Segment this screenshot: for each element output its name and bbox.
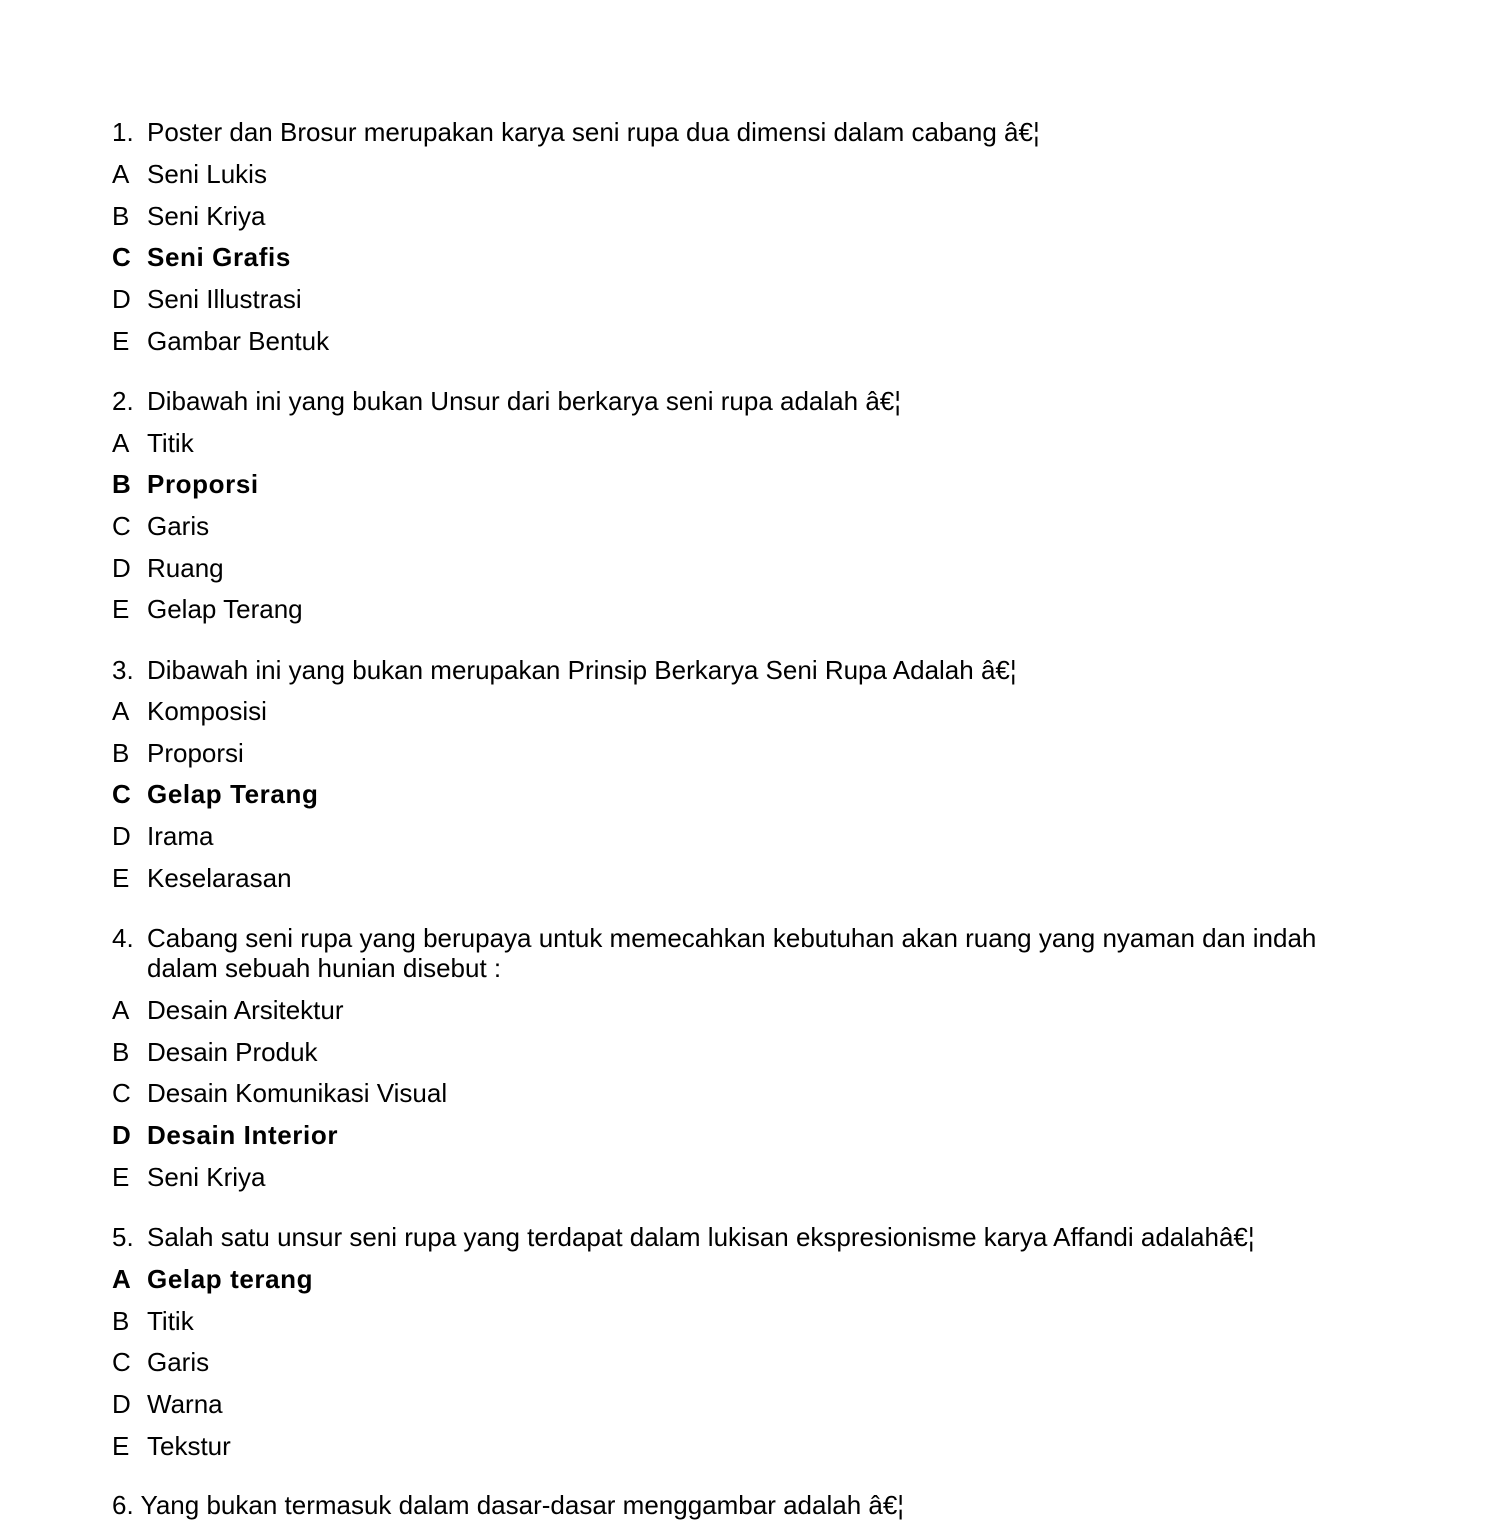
question-4 <box>112 923 1352 983</box>
option-3c-correct <box>112 779 318 809</box>
option-letter: A <box>112 696 130 726</box>
question-text: Salah satu unsur seni rupa yang terdapat dalam lukisan ekspresionisme karya Affandi adalahâ€¦ <box>147 1222 1255 1252</box>
option-text: Titik <box>147 428 194 458</box>
option-1c-correct <box>112 242 291 272</box>
option-2d <box>112 553 224 583</box>
option-text: Seni Kriya <box>147 201 266 231</box>
option-letter: E <box>112 863 130 893</box>
question-number: 3. <box>112 655 134 685</box>
option-text: Titik <box>147 1306 194 1336</box>
option-letter: D <box>112 1389 131 1419</box>
option-letter: B <box>112 469 132 499</box>
option-letter: D <box>112 821 131 851</box>
option-text: Desain Arsitektur <box>147 995 344 1025</box>
option-4b <box>112 1037 318 1067</box>
option-letter: A <box>112 159 130 189</box>
option-text: Gelap terang <box>147 1264 314 1294</box>
question-number: 2. <box>112 386 134 416</box>
option-4c <box>112 1078 447 1108</box>
option-4d-correct <box>112 1120 338 1150</box>
option-letter: C <box>112 779 132 809</box>
option-5e <box>112 1431 231 1461</box>
option-1e <box>112 326 329 356</box>
option-4a <box>112 995 344 1025</box>
option-letter: B <box>112 738 130 768</box>
option-2e <box>112 594 303 624</box>
option-text: Seni Illustrasi <box>147 284 302 314</box>
option-text: Proporsi <box>147 469 259 499</box>
option-letter: D <box>112 1120 132 1150</box>
option-5c <box>112 1347 209 1377</box>
option-text: Proporsi <box>147 738 244 768</box>
question-text: Cabang seni rupa yang berupaya untuk memecahkan kebutuhan akan ruang yang nyaman dan indah dalam sebuah hunian disebut : <box>147 923 1317 983</box>
question-1 <box>112 117 1040 147</box>
option-letter: C <box>112 511 131 541</box>
option-letter: C <box>112 1347 131 1377</box>
option-letter: B <box>112 201 130 231</box>
option-letter: A <box>112 1264 132 1294</box>
option-text: Garis <box>147 1347 210 1377</box>
option-3a <box>112 696 267 726</box>
option-2a <box>112 428 194 458</box>
question-number: 5. <box>112 1222 134 1252</box>
option-letter: B <box>112 1306 130 1336</box>
option-2b-correct <box>112 469 259 499</box>
option-text: Gelap Terang <box>147 779 319 809</box>
option-1a <box>112 159 267 189</box>
option-5b <box>112 1306 194 1336</box>
question-5 <box>112 1222 1255 1252</box>
option-1b <box>112 201 266 231</box>
option-3e <box>112 863 292 893</box>
option-5a-correct <box>112 1264 313 1294</box>
question-text: Poster dan Brosur merupakan karya seni rupa dua dimensi dalam cabang â€¦ <box>147 117 1040 147</box>
option-text: Seni Lukis <box>147 159 267 189</box>
option-text: Keselarasan <box>147 863 292 893</box>
option-letter: B <box>112 1037 130 1067</box>
option-letter: D <box>112 284 131 314</box>
option-letter: E <box>112 1431 130 1461</box>
option-5d <box>112 1389 223 1419</box>
question-number: 4. <box>112 923 134 953</box>
option-text: Ruang <box>147 553 224 583</box>
cut-off-question-6: 6. Yang bukan termasuk dalam dasar-dasar menggambar adalah â€¦ <box>112 1490 905 1520</box>
option-text: Seni Kriya <box>147 1162 266 1192</box>
option-text: Komposisi <box>147 696 267 726</box>
question-number: 1. <box>112 117 134 147</box>
option-text: Warna <box>147 1389 223 1419</box>
option-text: Seni Grafis <box>147 242 291 272</box>
question-text: Dibawah ini yang bukan Unsur dari berkarya seni rupa adalah â€¦ <box>147 386 901 416</box>
option-text: Desain Produk <box>147 1037 318 1067</box>
option-letter: D <box>112 553 131 583</box>
question-3 <box>112 655 1017 685</box>
question-2 <box>112 386 901 416</box>
option-text: Garis <box>147 511 210 541</box>
option-letter: A <box>112 995 130 1025</box>
option-letter: C <box>112 1078 131 1108</box>
option-text: Desain Interior <box>147 1120 339 1150</box>
option-text: Gambar Bentuk <box>147 326 330 356</box>
option-letter: E <box>112 594 130 624</box>
option-letter: E <box>112 1162 130 1192</box>
option-text: Gelap Terang <box>147 594 303 624</box>
option-3b <box>112 738 244 768</box>
option-1d <box>112 284 302 314</box>
option-text: Tekstur <box>147 1431 231 1461</box>
option-4e <box>112 1162 266 1192</box>
option-3d <box>112 821 213 851</box>
option-2c <box>112 511 209 541</box>
option-text: Desain Komunikasi Visual <box>147 1078 448 1108</box>
option-letter: A <box>112 428 130 458</box>
question-text: Dibawah ini yang bukan merupakan Prinsip Berkarya Seni Rupa Adalah â€¦ <box>147 655 1017 685</box>
option-letter: C <box>112 242 132 272</box>
option-letter: E <box>112 326 130 356</box>
option-text: Irama <box>147 821 214 851</box>
